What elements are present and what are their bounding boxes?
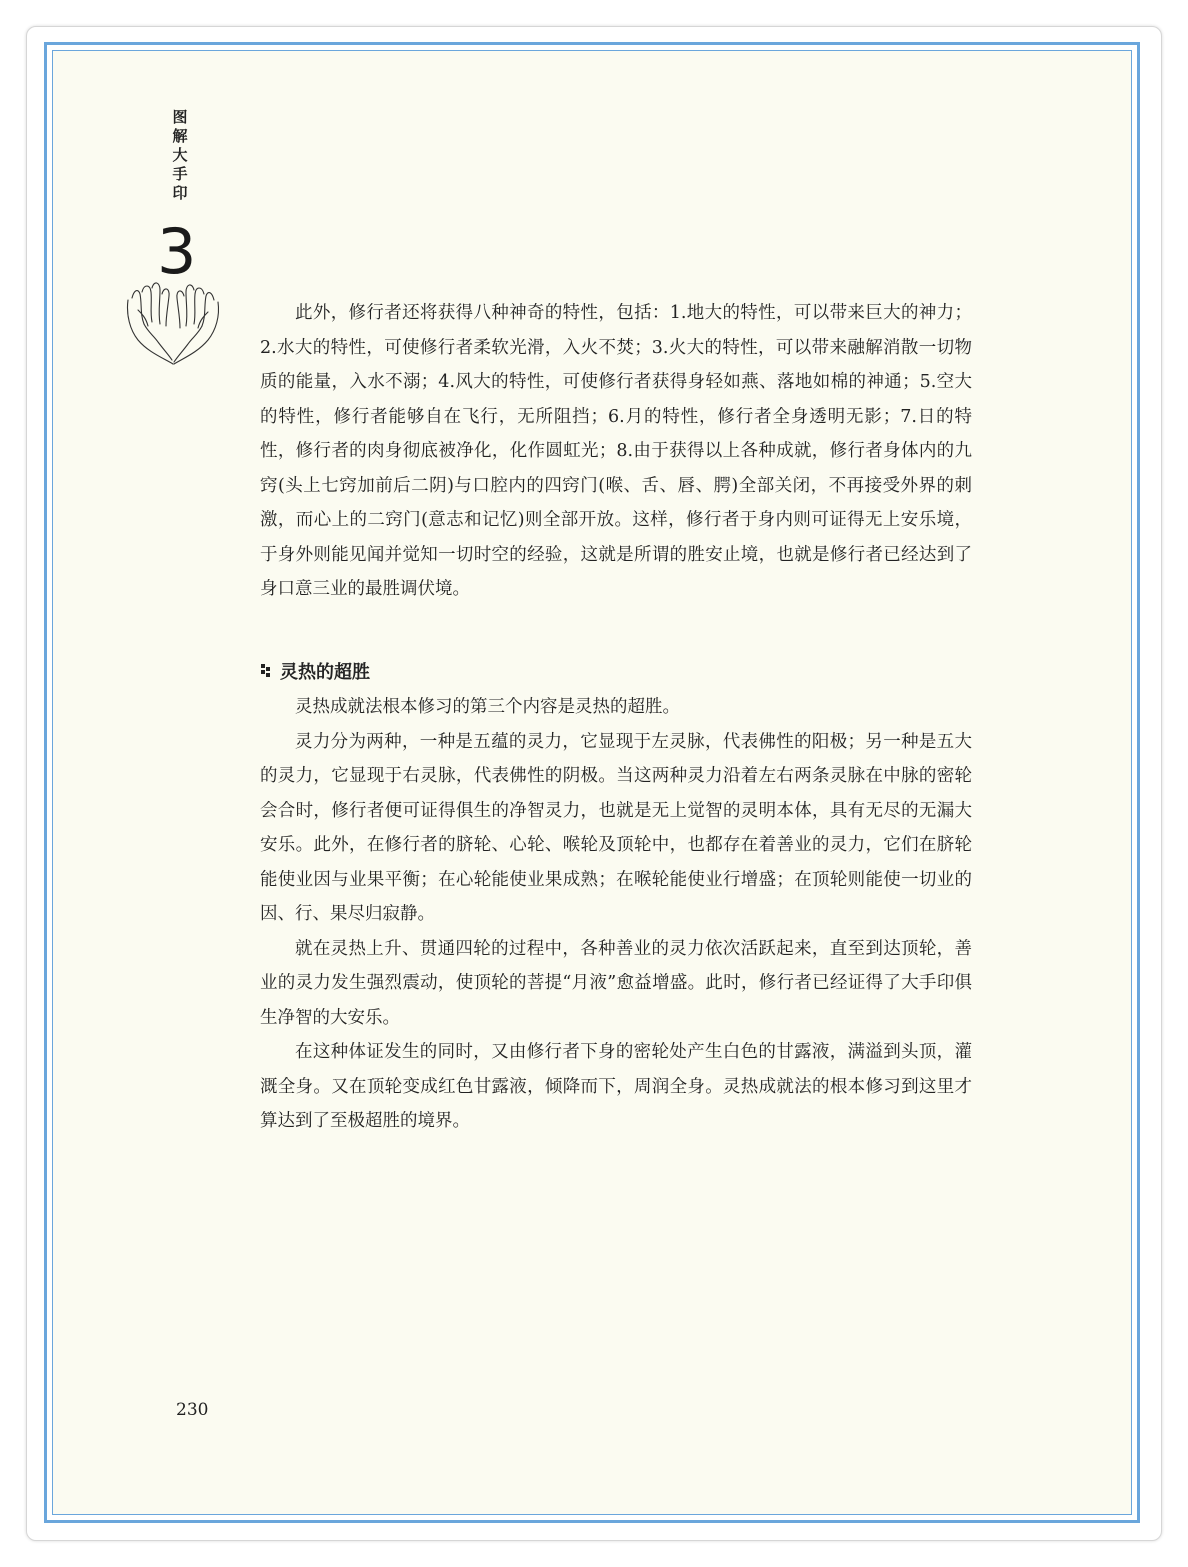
- section-title: 灵热的超胜: [280, 662, 370, 683]
- section-paragraph-4: 在这种体证发生的同时，又由修行者下身的密轮处产生白色的甘露液，满溢到头顶，灌溉全身。又在顶轮变成红色甘露液，倾降而下，周润全身。灵热成就法的根本修习到这里才算达到了至极超胜的境界。: [260, 1042, 972, 1131]
- intro-paragraph-block: [260, 296, 972, 607]
- intro-paragraph: 此外，修行者还将获得八种神奇的特性，包括：1.地大的特性，可以带来巨大的神力；2.水大的特性，可使修行者柔软光滑，入火不焚；3.火大的特性，可以带来融解消散一切物质的能量，入水不溺；4.风大的特性，可使修行者获得身轻如燕、落地如棉的神通；5.空大的特性，修行者能够自在飞行，无所阻挡；6.月的特性，修行者全身透明无影；7.日的特性，修行者的肉身彻底被净化，化作圆虹光；8.由于获得以上各种成就，修行者身体内的九窍(头上七窍加前后二阴)与口腔内的四窍门(喉、舌、唇、腭)全部关闭，不再接受外界的刺激，而心上的二窍门(意志和记忆)则全部开放。这样，修行者于身内则可证得无上安乐境，于身外则能见闻并觉知一切时空的经验，这就是所谓的胜安止境，也就是修行者已经达到了身口意三业的最胜调伏境。: [260, 303, 973, 599]
- section-marker-icon: [260, 662, 272, 680]
- section-paragraph-2: 灵力分为两种，一种是五蕴的灵力，它显现于左灵脉，代表佛性的阳极；另一种是五大的灵力，它显现于右灵脉，代表佛性的阴极。当这两种灵力沿着左右两条灵脉在中脉的密轮会合时，修行者便可证得俱生的净智灵力，也就是无上觉智的灵明本体，具有无尽的无漏大安乐。此外，在修行者的脐轮、心轮、喉轮及顶轮中，也都存在着善业的灵力，它们在脐轮能使业因与业果平衡；在心轮能使业果成熟；在喉轮能使业行增盛；在顶轮则能使一切业的因、行、果尽归寂静。: [260, 731, 972, 924]
- section-heading: [260, 656, 370, 686]
- hands-mudra-icon: [118, 280, 228, 366]
- section-paragraph-3: 就在灵热上升、贯通四轮的过程中，各种善业的灵力依次活跃起来，直至到达顶轮，善业的灵力发生强烈震动，使顶轮的菩提“月液”愈益增盛。此时，修行者已经证得了大手印俱生净智的大安乐。: [260, 938, 972, 1028]
- chapter-number: 3: [157, 215, 197, 288]
- book-title-vertical: 图解大手印: [172, 108, 188, 202]
- section-body: [260, 690, 972, 1139]
- section-paragraph-1: 灵热成就法根本修习的第三个内容是灵热的超胜。: [295, 697, 680, 717]
- page-number: 230: [176, 1400, 209, 1420]
